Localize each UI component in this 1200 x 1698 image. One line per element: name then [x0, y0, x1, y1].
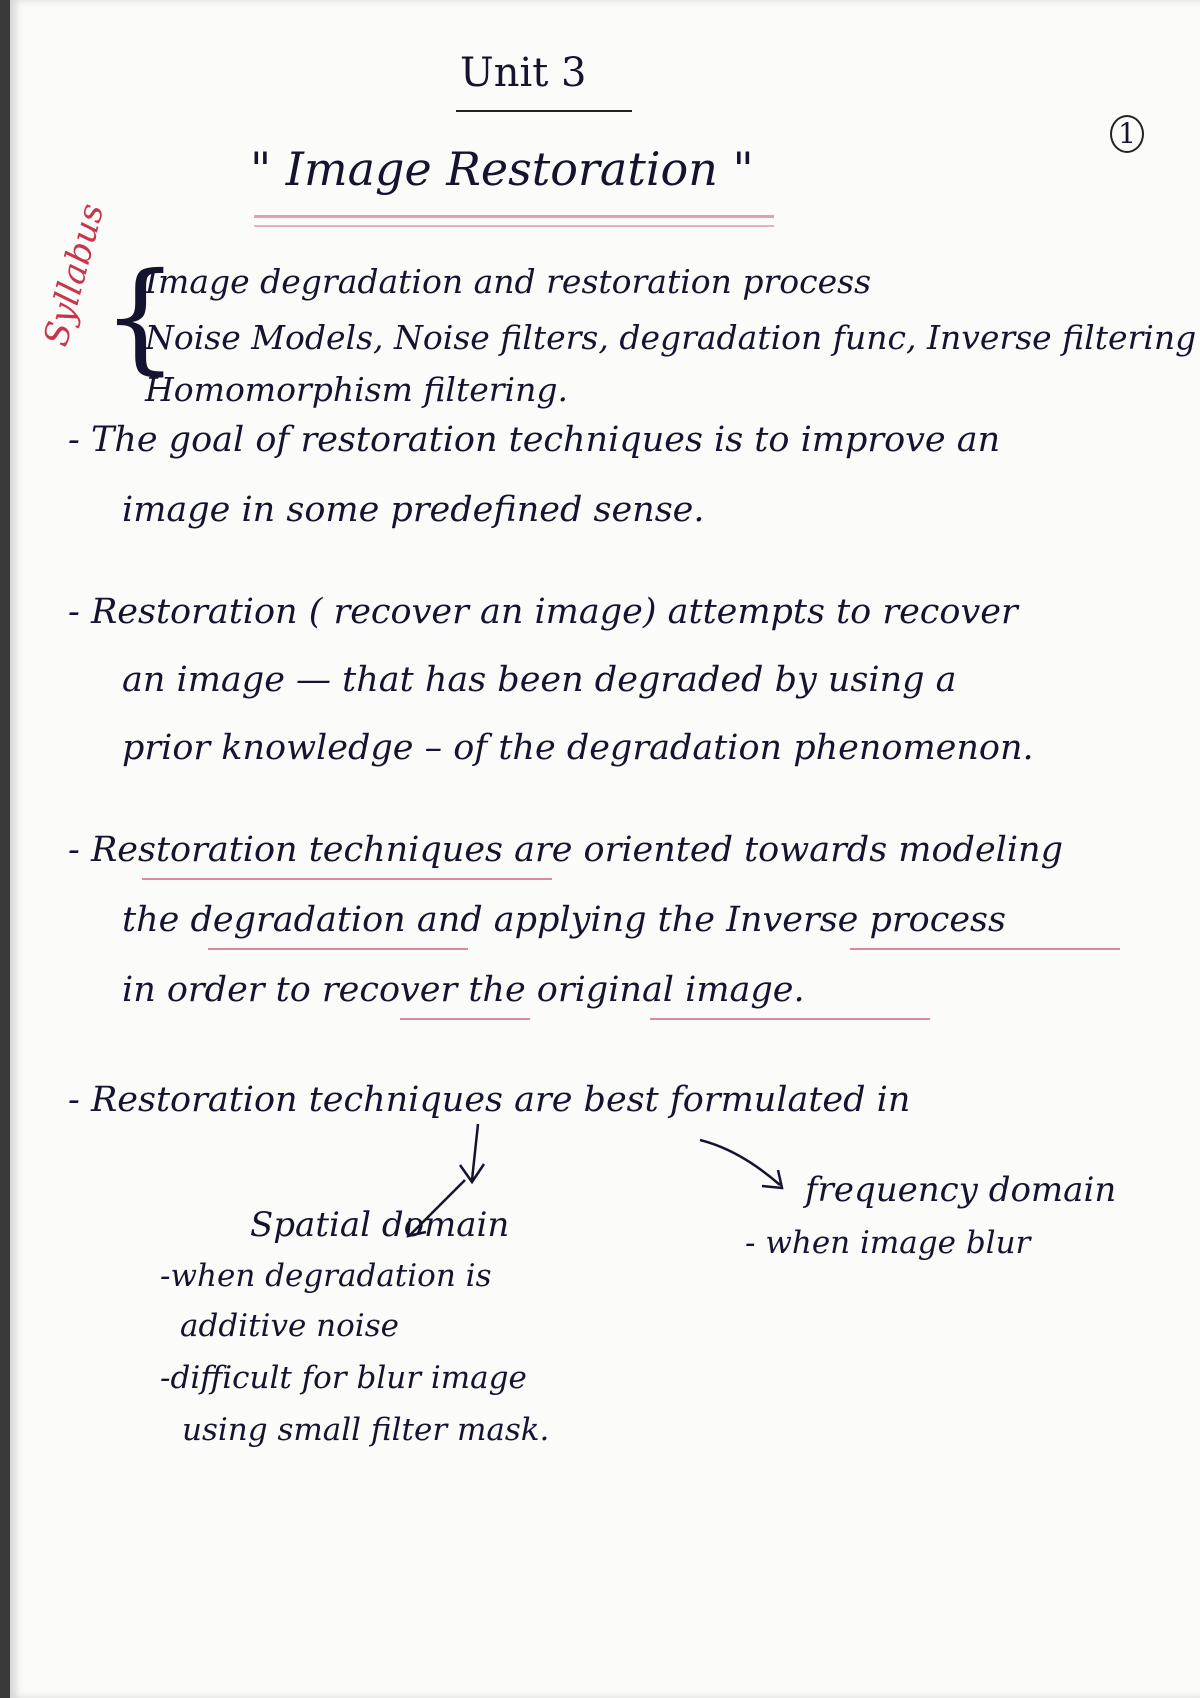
note-3-line-1: - Restoration techniques are oriented towards modeling [68, 830, 1064, 870]
spatial-point-1: -when degradation is [160, 1258, 492, 1294]
note-1-line-2: image in some predefined sense. [122, 490, 705, 530]
note-4-line-1: - Restoration techniques are best formulated in [68, 1080, 911, 1120]
note-1-line-1: - The goal of restoration techniques is to improve an [68, 420, 1001, 460]
spatial-point-3: -difficult for blur image [160, 1360, 527, 1396]
spatial-domain-title: Spatial domain [250, 1205, 510, 1245]
frequency-point-1: - when image blur [745, 1225, 1031, 1261]
note-2-line-1: - Restoration ( recover an image) attempts to recover [68, 592, 1018, 632]
syllabus-line-1: Image degradation and restoration process [145, 262, 872, 301]
syllabus-line-3: Homomorphism filtering. [145, 370, 568, 409]
spatial-point-2: additive noise [180, 1308, 399, 1344]
note-2-line-2: an image — that has been degraded by using a [122, 660, 957, 700]
page-title: " Image Restoration " [250, 142, 754, 196]
notebook-page [10, 0, 1200, 1698]
note-3-line-3: in order to recover the original image. [122, 970, 805, 1010]
syllabus-brace: { [102, 248, 179, 387]
unit-heading: Unit 3 [460, 50, 587, 96]
syllabus-label: Syllabus [36, 199, 113, 351]
spatial-point-4: using small filter mask. [182, 1412, 550, 1448]
frequency-domain-title: frequency domain [805, 1170, 1117, 1210]
note-2-line-3: prior knowledge – of the degradation phenomenon. [122, 728, 1034, 768]
syllabus-line-2: Noise Models, Noise filters, degradation func, Inverse filtering [145, 318, 1197, 357]
note-3-line-2: the degradation and applying the Inverse process [122, 900, 1006, 940]
page-number: 1 [1110, 115, 1144, 153]
